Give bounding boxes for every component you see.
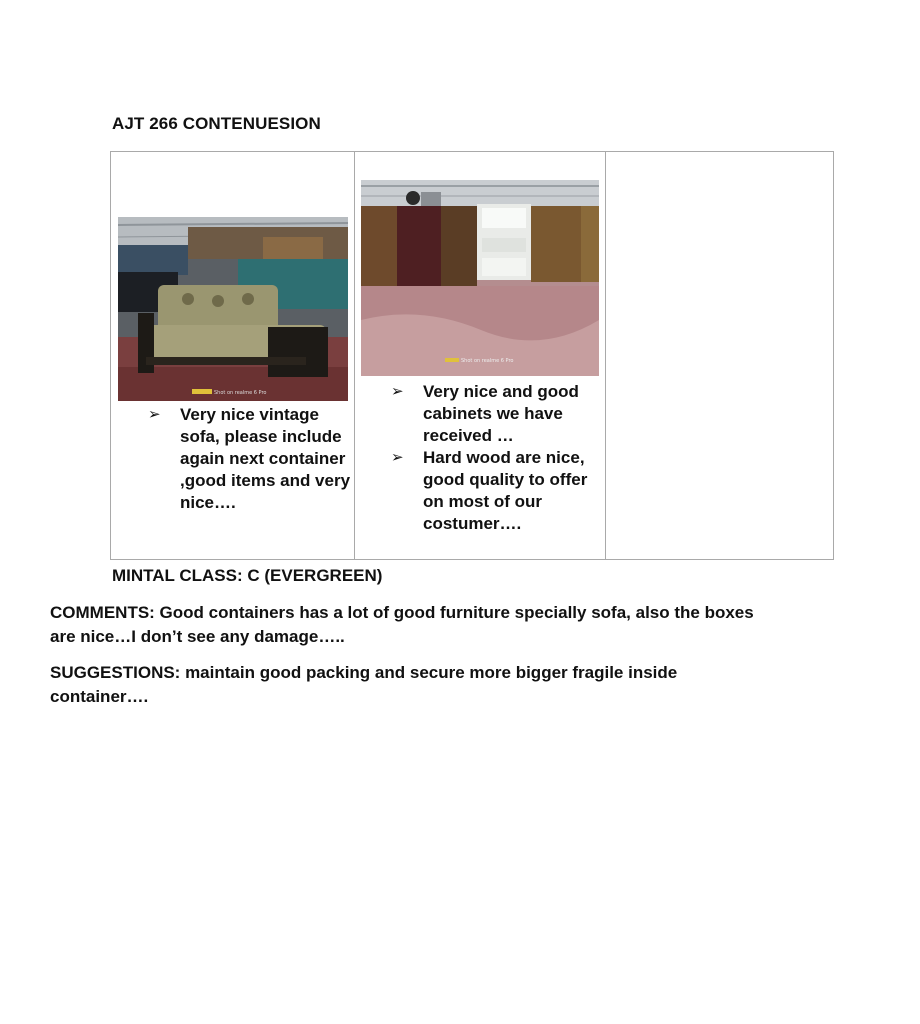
document-heading: AJT 266 CONTENUESION [112,114,321,133]
list-item [391,381,603,447]
arrow-bullet-icon: ➢ [391,383,404,400]
list-item [148,404,352,514]
comments-line-2: are nice…I don’t see any damage….. [50,627,345,646]
note-text: Hard wood are nice, good quality to offer on most of our costumer…. [423,448,588,533]
svg-text:Shot on realme 6 Pro: Shot on realme 6 Pro [214,390,267,396]
mintal-class-line: MINTAL CLASS: C (EVERGREEN) [112,566,383,585]
table-column-divider [605,152,606,559]
list-item [391,447,603,535]
sofa-photo [118,217,348,401]
sofa-notes-list [148,404,352,514]
photo-table [110,151,834,560]
table-column-divider [354,152,355,559]
comments-line-1: COMMENTS: Good containers has a lot of good furniture specially sofa, also the boxes [50,603,754,622]
suggestions-line-2: container…. [50,687,149,706]
note-text: Very nice vintage sofa, please include again next container ,good items and very nice…. [180,405,351,512]
arrow-bullet-icon: ➢ [148,406,161,423]
suggestions-line-1: SUGGESTIONS: maintain good packing and secure more bigger fragile inside [50,663,678,682]
arrow-bullet-icon: ➢ [391,449,404,466]
note-text: Very nice and good cabinets we have received … [423,382,579,445]
cabinet-notes-list [391,381,603,535]
cabinets-photo [361,180,599,376]
svg-text:Shot on realme 6 Pro: Shot on realme 6 Pro [461,358,514,364]
